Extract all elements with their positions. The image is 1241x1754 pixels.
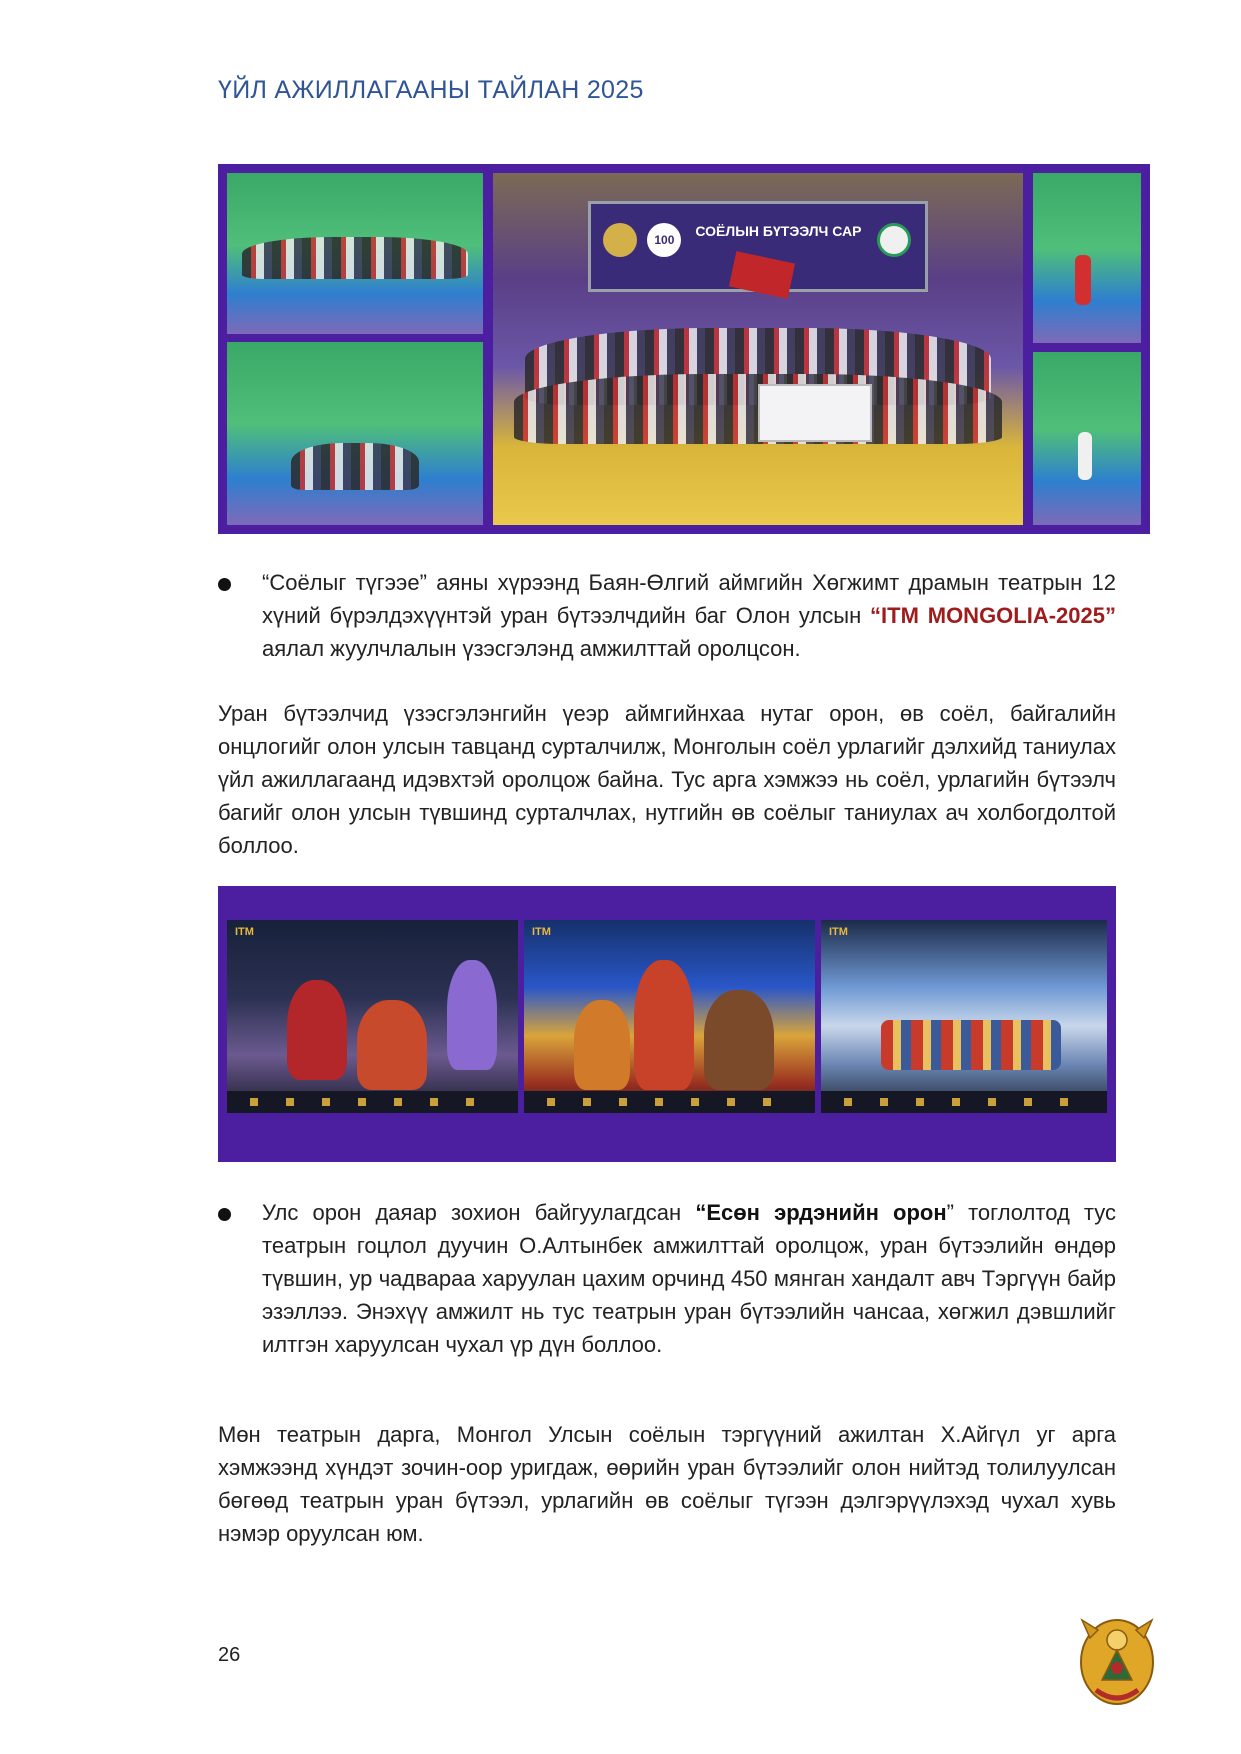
photo-player-on-court	[1033, 173, 1141, 343]
banner-logo-100: 100	[647, 223, 681, 257]
report-header-title: ҮЙЛ АЖИЛЛАГААНЫ ТАЙЛАН 2025	[218, 76, 644, 104]
paragraph-exhibition: Уран бүтээлчид үзэсгэлэнгийн үеэр аймгийнхаа нутаг орон, өв соёл, байгалийн онцлогийг олон улсын тавцанд сурталчилж, Монголын соёл урлагийг дэлхийд таниулах үйл ажиллагаанд идэвхтэй оролцож байна. Тус арга хэмжээ нь соёл, урлагийн бүтээлч багийг олон улсын түвшинд сурталчлах, нутгийн өв соёлыг таниулах ач холбогдолтой боллоо.	[218, 701, 1116, 858]
photo-performers-in-costume	[227, 920, 518, 1113]
concert-name-highlight: “Есөн эрдэнийн орон	[695, 1200, 947, 1225]
photo-group-on-stage	[493, 173, 1023, 525]
bullet-icon	[218, 1208, 231, 1221]
itm-highlight: “ITM MONGOLIA-2025”	[870, 603, 1116, 628]
paragraph-director: Мөн театрын дарга, Монгол Улсын соёлын тэргүүний ажилтан Х.Айгүл уг арга хэмжээнд хүндэт зочин-оор уригдаж, өөрийн уран бүтээлийг олон нийтэд толилуулсан бөгөөд театрын уран бүтээл, урлагийн өв соёлыг түгээн дэлгэрүүлэхэд чухал хувь нэмэр оруулсан юм.	[218, 1422, 1116, 1546]
photo-audience-in-gym	[227, 173, 483, 334]
photo-collage-sports-event	[218, 164, 1150, 534]
page-number: 26	[218, 1644, 241, 1666]
banner-text: СОЁЛЫН БҮТЭЭЛЧ САР	[695, 223, 862, 240]
photo-collage-itm-performances	[218, 886, 1116, 1162]
bullet-icon	[218, 578, 231, 591]
photo-musicians-playing: ITM	[524, 920, 815, 1113]
photo-volleyball-players	[227, 342, 483, 525]
bullet-text: “Соёлыг түгээе” аяны хүрээнд Баян-Өлгий аймгийн Хөгжимт драмын театрын 12 хүний бүрэлдэхүүнтэй уран бүтээлчдийн баг Олон улсын “ITM MONGOLIA-2025” аялал жуулчлалын үзэсгэлэнд амжилттай оролцсон.	[262, 570, 1116, 661]
bullet-text: Улс орон даяар зохион байгуулагдсан “Есөн эрдэнийн орон” тоглолтод тус театрын гоцлол дуучин О.Алтынбек амжилттай оролцож, уран бүтээлийн өндөр түвшин, ур чадвараа харуулан цахим орчинд 450 мянган хандалт авч Тэргүүн байр эзэллээ. Энэхүү амжилт нь тус театрын уран бүтээлийн чансаа, хөгжил дэвшлийг илтгэн харуулсан чухал үр дүн боллоо.	[262, 1200, 1116, 1357]
photo-player-practicing	[1033, 352, 1141, 525]
itm-badge: ITM	[235, 926, 254, 938]
photo-ensemble-on-stage: ITM	[821, 920, 1107, 1113]
emblem-logo	[1076, 1610, 1158, 1708]
certificate-board	[758, 384, 872, 442]
